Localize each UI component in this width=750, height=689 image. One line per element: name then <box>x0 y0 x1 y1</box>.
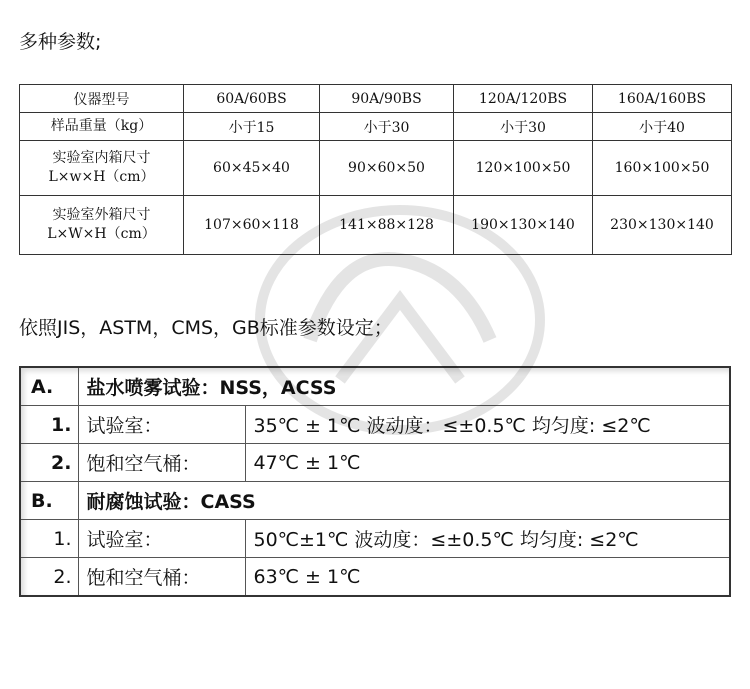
table-cell: 141×88×128 <box>320 196 454 255</box>
table-cell: 230×130×140 <box>593 196 732 255</box>
table-cell: 107×60×118 <box>184 196 320 255</box>
table-cell: 120×100×50 <box>454 141 593 196</box>
header-cell-model-160: 160A/160BS <box>593 85 732 113</box>
table-cell: 190×130×140 <box>454 196 593 255</box>
spec-table <box>19 84 732 255</box>
table-cell: 90×60×50 <box>320 141 454 196</box>
row-label-outer-size: 实验室外箱尺寸 L×W×H（cm） <box>20 196 184 255</box>
section-title-salt-spray: 盐水喷雾试验：NSS，ACSS <box>78 367 730 406</box>
table-row <box>20 444 730 482</box>
row-value: 63℃ ± 1℃ <box>245 558 730 597</box>
table-cell: 小于15 <box>184 113 320 141</box>
section-header-row-b <box>20 482 730 520</box>
spec-row-weight <box>20 113 732 141</box>
row-label: 饱和空气桶： <box>78 558 245 597</box>
spec-row-outer-size <box>20 196 732 255</box>
row-value: 50℃±1℃ 波动度：≤±0.5℃ 均匀度: ≤2℃ <box>245 520 730 558</box>
table-cell: 小于30 <box>454 113 593 141</box>
table-cell: 小于40 <box>593 113 732 141</box>
test-conditions-table <box>19 366 731 597</box>
section-heading-standards: 依照JIS，ASTM，CMS，GB标准参数设定； <box>19 317 393 339</box>
spec-row-inner-size <box>20 141 732 196</box>
table-row <box>20 520 730 558</box>
section-heading-parameters: 多种参数; <box>19 31 102 53</box>
table-cell: 160×100×50 <box>593 141 732 196</box>
row-label: 饱和空气桶： <box>78 444 245 482</box>
table-row <box>20 406 730 444</box>
header-cell-model-90: 90A/90BS <box>320 85 454 113</box>
row-number: 1. <box>20 520 78 558</box>
row-label-inner-size: 实验室内箱尺寸 L×w×H（cm） <box>20 141 184 196</box>
section-title-corrosion: 耐腐蚀试验：CASS <box>78 482 730 520</box>
row-number: 1. <box>20 406 78 444</box>
row-number: 2. <box>20 444 78 482</box>
header-cell-model-120: 120A/120BS <box>454 85 593 113</box>
section-letter: B. <box>20 482 78 520</box>
table-cell: 60×45×40 <box>184 141 320 196</box>
spec-header-row <box>20 85 732 113</box>
table-row <box>20 558 730 597</box>
row-label: 试验室： <box>78 520 245 558</box>
row-label-sample-weight: 样品重量（kg） <box>20 113 184 141</box>
table-cell: 小于30 <box>320 113 454 141</box>
row-label: 试验室： <box>78 406 245 444</box>
row-value: 35℃ ± 1℃ 波动度：≤±0.5℃ 均匀度: ≤2℃ <box>245 406 730 444</box>
section-letter: A. <box>20 367 78 406</box>
row-value: 47℃ ± 1℃ <box>245 444 730 482</box>
header-cell-model: 仪器型号 <box>20 85 184 113</box>
header-cell-model-60: 60A/60BS <box>184 85 320 113</box>
section-header-row-a <box>20 367 730 406</box>
row-number: 2. <box>20 558 78 597</box>
